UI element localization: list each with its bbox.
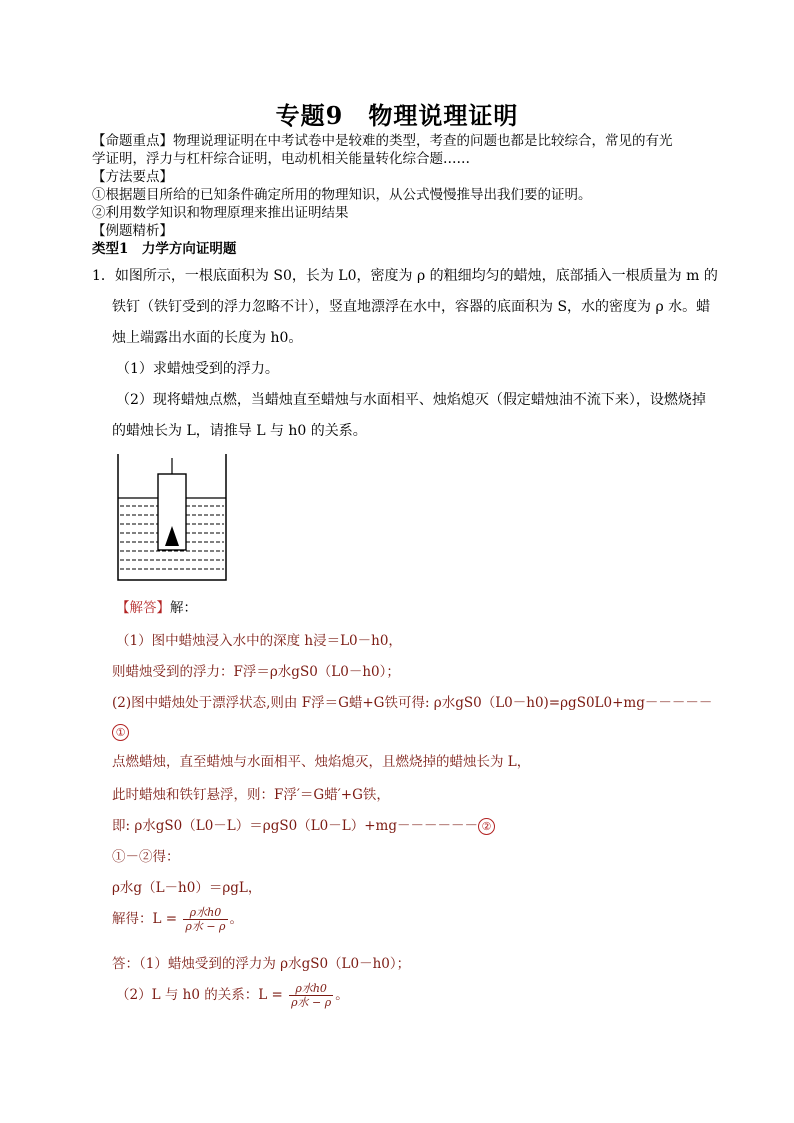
fraction-numerator: ρ水h0 <box>183 906 227 920</box>
answer-step-9 <box>112 906 243 933</box>
intro-line-2: 学证明，浮力与杠杆综合证明，电动机相关能量转化综合题…… <box>92 151 470 167</box>
relation-prefix: （2）L 与 h0 的关系：L = <box>116 987 283 1003</box>
relation-denominator: ρ水 − ρ <box>291 996 332 1009</box>
relation-numerator: ρ水h0 <box>289 982 333 996</box>
end-mark: 。 <box>229 911 244 927</box>
result-fraction <box>183 906 227 933</box>
question-line-3: 烛上端露出水面的长度为 h0。 <box>112 330 303 346</box>
equation-label-2: ② <box>478 818 495 835</box>
fraction-denominator: ρ水 − ρ <box>185 920 226 933</box>
method-point-1: ①根据题目所给的已知条件确定所用的物理知识，从公式慢慢推导出我们要的证明。 <box>92 187 592 203</box>
answer-step-7: ①－②得： <box>112 849 180 865</box>
page-title: 专题9 物理说理证明 <box>275 101 519 130</box>
answer-label-line <box>116 598 197 618</box>
answer-label: 【解答】 <box>116 600 170 616</box>
answer-conclusion-2 <box>116 982 349 1009</box>
type-heading: 类型1 力学方向证明题 <box>92 241 237 257</box>
answer-step-6-line <box>112 816 495 836</box>
example-heading: 【例题精析】 <box>92 223 173 239</box>
relation-end-mark: 。 <box>335 987 349 1003</box>
intro-line-1: 【命题重点】物理说理证明在中考试卷中是较难的类型，考查的问题也都是比较综合，常见的有光 <box>92 133 673 149</box>
question-part-2b: 的蜡烛长为 L，请推导 L 与 h0 的关系。 <box>112 423 367 439</box>
answer-label-suffix: 解： <box>170 600 197 616</box>
answer-step-6: 即: ρ水gS0（L0－L）＝ρgS0（L0－L）+mg－－－－－－ <box>112 818 478 834</box>
answer-step-2: 则蜡烛受到的浮力：F浮＝ρ水gS0（L0－h0）； <box>112 664 400 680</box>
candle-diagram <box>116 452 228 584</box>
answer-step-3: (2)图中蜡烛处于漂浮状态,则由 F浮＝G蜡+G铁可得: ρ水gS0（L0－h0)=ρgS0L0+mg－－－－－ <box>112 695 713 711</box>
question-part-1: （1）求蜡烛受到的浮力。 <box>116 361 279 377</box>
answer-step-1: （1）图中蜡烛浸入水中的深度 h浸＝L0－h0， <box>116 633 402 649</box>
answer-conclusion-1: 答：（1）蜡烛受到的浮力为 ρ水gS0（L0－h0）； <box>112 956 411 972</box>
question-line-2: 铁钉（铁钉受到的浮力忽略不计），竖直地漂浮在水中，容器的底面积为 S，水的密度为 ρ 水。蜡 <box>112 299 711 315</box>
answer-circle-1 <box>112 722 129 742</box>
relation-fraction <box>289 982 333 1009</box>
question-part-2: （2）现将蜡烛点燃，当蜡烛直至蜡烛与水面相平、烛焰熄灭（假定蜡烛油不流下来），设燃烧掉 <box>116 392 706 408</box>
question-line-1: 1．如图所示，一根底面积为 S0，长为 L0，密度为 ρ 的粗细均匀的蜡烛，底部插入一根质量为 m 的 <box>92 268 718 284</box>
answer-step-4: 点燃蜡烛，直至蜡烛与水面相平、烛焰熄灭，且燃烧掉的蜡烛长为 L， <box>112 754 531 770</box>
answer-step-8: ρ水g（L－h0）＝ρgL， <box>112 880 262 896</box>
answer-step-5: 此时蜡烛和铁钉悬浮，则：F浮′＝G蜡′+G铁， <box>112 787 390 803</box>
equation-label-1: ① <box>112 724 129 741</box>
solve-prefix: 解得：L = <box>112 911 178 927</box>
method-heading: 【方法要点】 <box>92 169 173 185</box>
method-point-2: ②利用数学知识和物理原理来推出证明结果 <box>92 205 349 221</box>
